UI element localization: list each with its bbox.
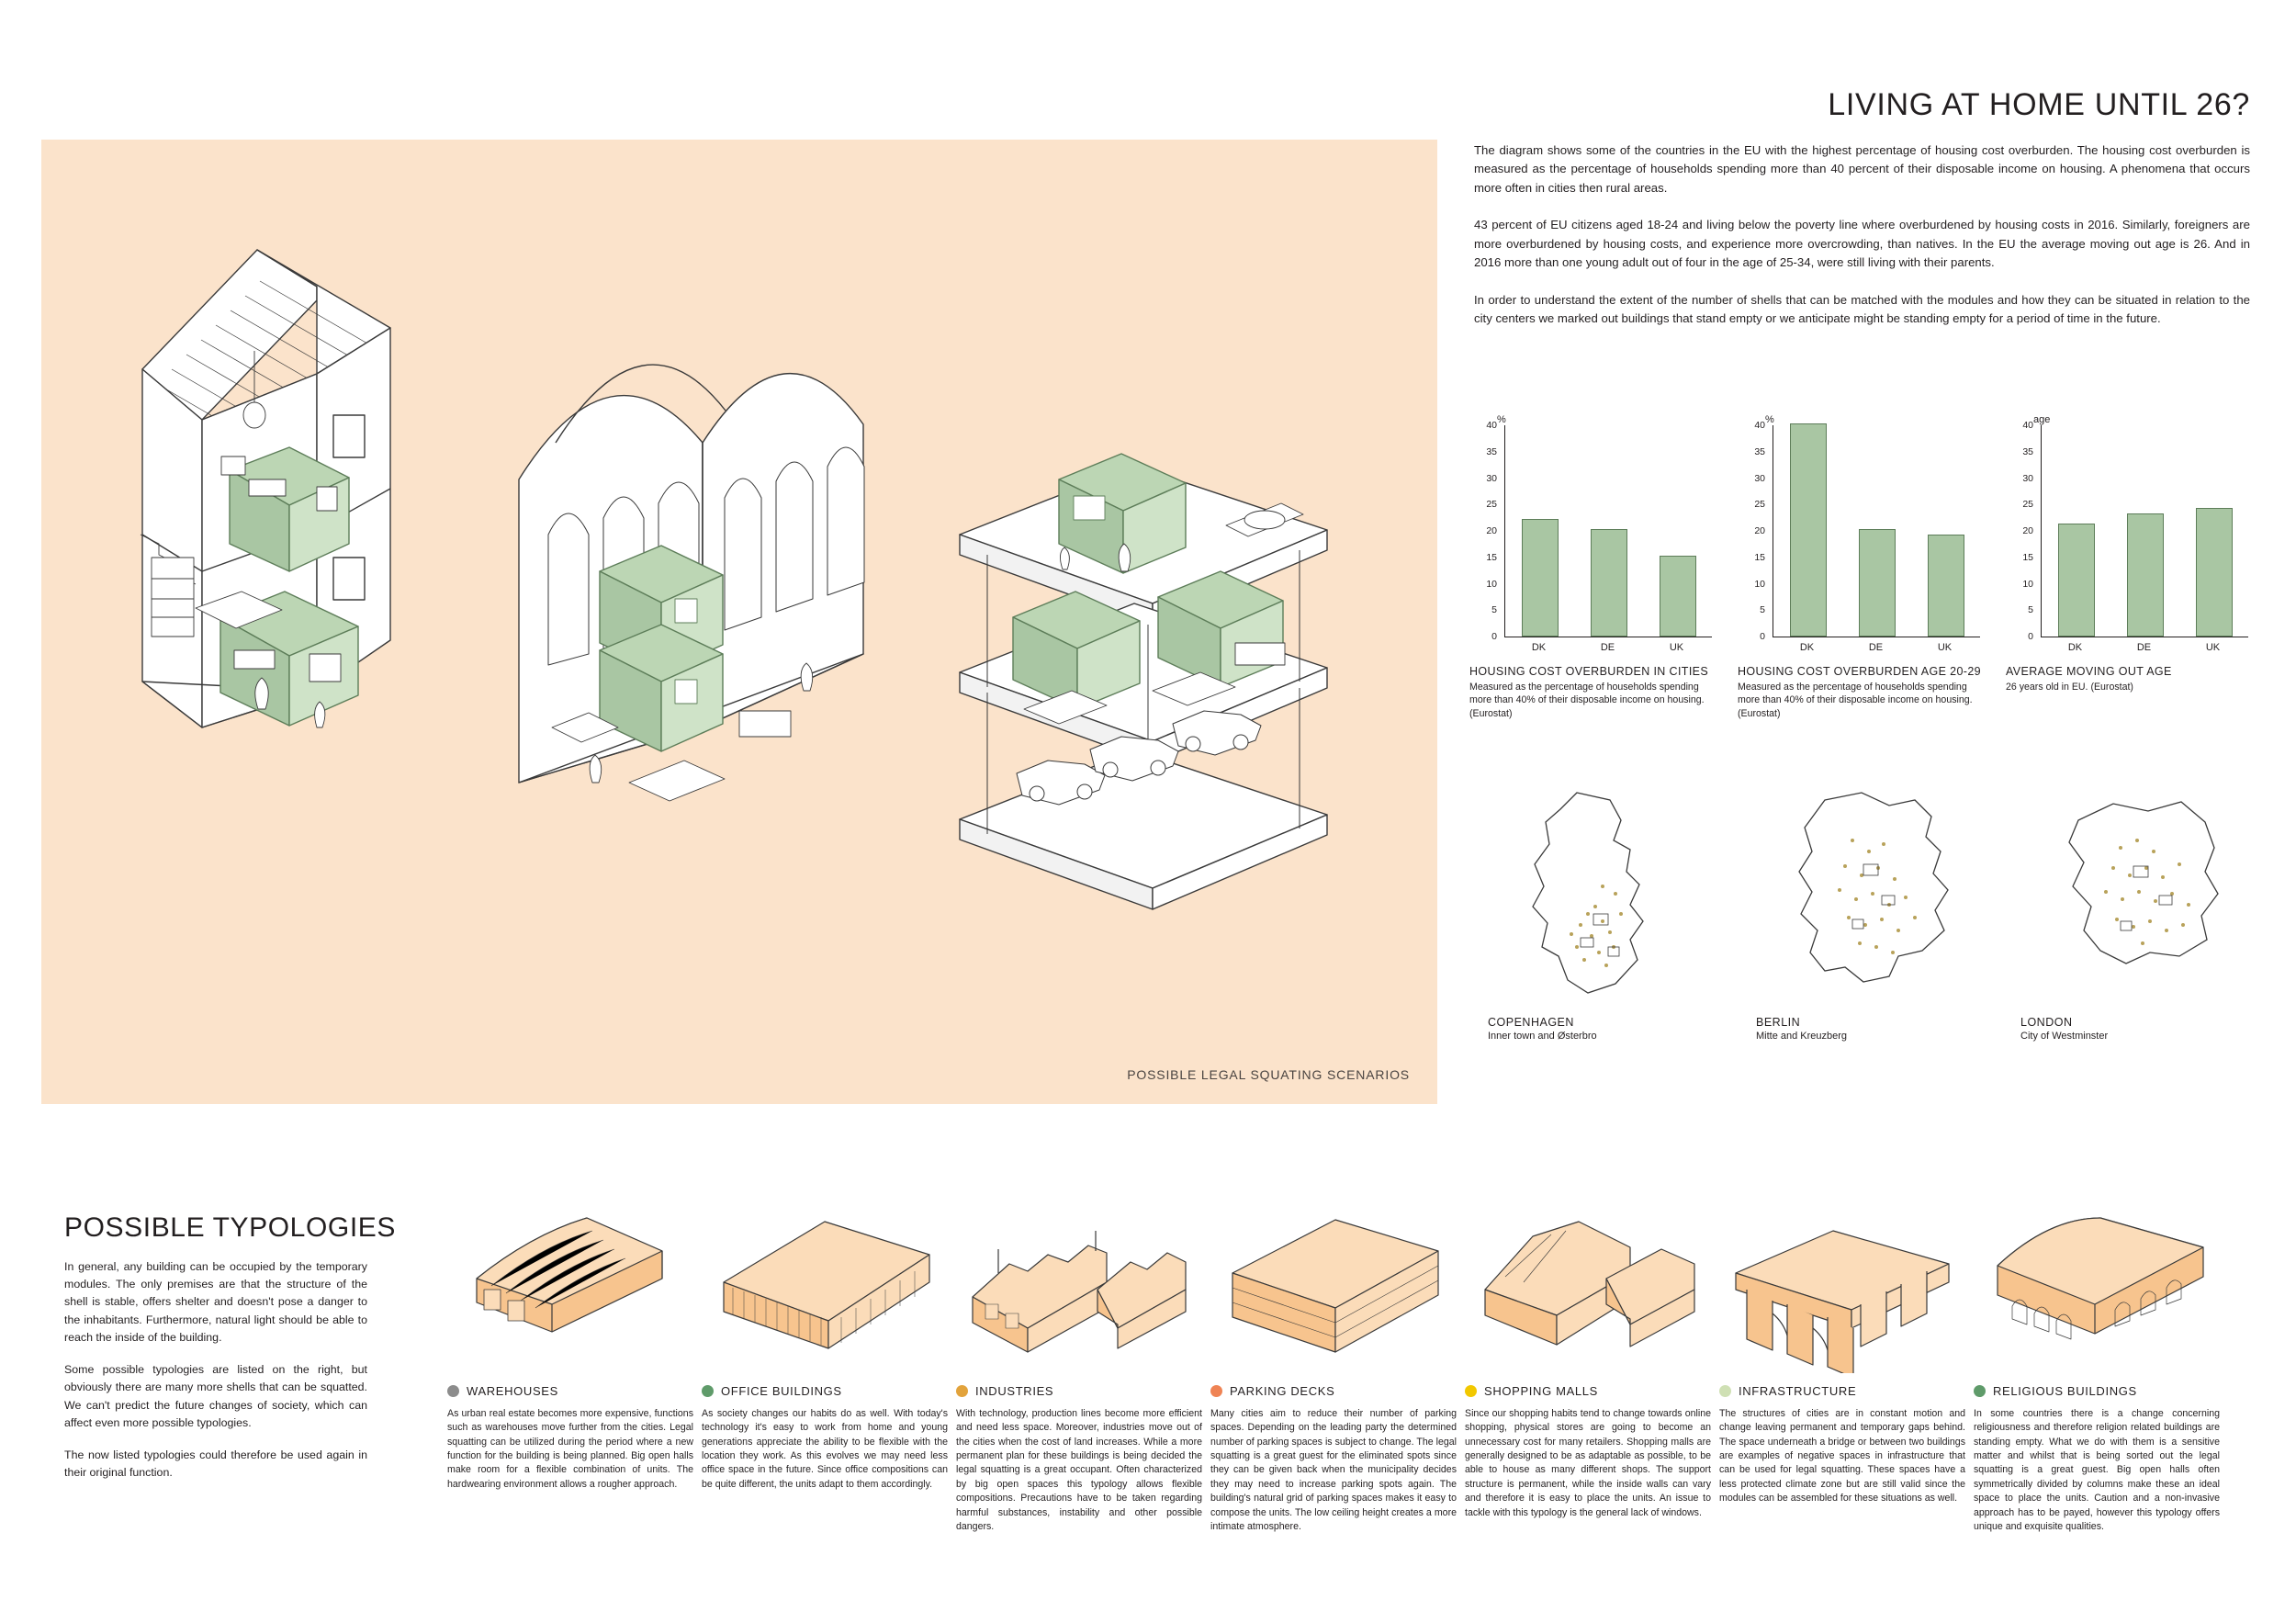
typology-color-dot — [1465, 1385, 1477, 1397]
london-map-outline — [2020, 776, 2268, 1010]
typology-label: INFRASTRUCTURE — [1739, 1384, 1857, 1398]
chart-3-title: AVERAGE MOVING OUT AGE — [2006, 665, 2172, 678]
typology-color-dot — [702, 1385, 714, 1397]
chart-average-moving-out-age — [2006, 414, 2254, 693]
chart-housing-cost-overburden-age — [1738, 414, 1986, 720]
chart-1-unit: % — [1497, 414, 1506, 425]
copenhagen-map-outline — [1488, 776, 1736, 1010]
warehouse-icon — [447, 1194, 693, 1373]
bar-dk — [2058, 524, 2095, 637]
chart-1-title: HOUSING COST OVERBURDEN IN CITIES — [1469, 665, 1709, 678]
shopping-mall-icon — [1465, 1194, 1711, 1373]
typology-description: As society changes our habits do as well. With today's technology it's easy to work from home and young generations appreciate the ability to be flexible with the location they work. As this evolves we may need less office space in the future. Since office compositions can be quite different, the units adapt to them accordingly. — [702, 1408, 948, 1490]
typology-description: With technology, production lines become more efficient and need less space. Moreover, industries move out of the cities when the cost of land increases. While a more permanent plan for these buildings is being decided the legal squatting is a great occupant. Often characterized by big open spaces this typology allows flexible compositions. Precautions have to be taken regarding harmful substances, instability and other possible dangers. — [956, 1408, 1202, 1532]
typology-label: SHOPPING MALLS — [1484, 1384, 1598, 1398]
map-london-sub: City of Westminster — [2020, 1031, 2109, 1042]
industry-icon — [956, 1194, 1202, 1373]
typology-infrastructure — [1719, 1194, 1965, 1506]
typology-description: In some countries there is a change concerning religiousness and therefore religion related buildings are standing empty. What we do with them is a sensitive matter and whilst that is being sorted out the legal squatting is a great guest. Big open halls often symmetrically divided by columns make these an ideal space to place the units. Caution and a non-invasive approach has to be payed, however this typology offers unique and exquisite qualities. — [1974, 1408, 2220, 1532]
map-berlin-name: BERLIN — [1756, 1016, 1801, 1029]
map-copenhagen — [1488, 776, 1736, 1042]
bar-de — [2127, 513, 2164, 637]
typology-industries — [956, 1194, 1202, 1534]
chart-1-subtitle: Measured as the percentage of households spending more than 40% of their disposable income on housing. (Eurostat) — [1469, 682, 1705, 719]
typology-shopping-malls — [1465, 1194, 1711, 1520]
typology-label: WAREHOUSES — [467, 1384, 558, 1398]
map-berlin — [1756, 776, 2004, 1042]
squatting-scenarios-illustration — [41, 140, 1437, 1104]
bar-de — [1859, 529, 1896, 637]
chart-2-y-axis: 40 35 30 25 20 15 10 5 0 — [1754, 420, 1765, 642]
bar-de — [1591, 529, 1627, 637]
chart-2-title: HOUSING COST OVERBURDEN AGE 20-29 — [1738, 665, 1981, 678]
typology-warehouses — [447, 1194, 693, 1492]
typology-color-dot — [1719, 1385, 1731, 1397]
typology-description: The structures of cities are in constant motion and change leaving permanent and temporary gaps behind. The space underneath a bridge or between two buildings are examples of negative spaces in infrastructure that can be used for legal squatting. These spaces have a less protected climate zone but are still valid since the modules can be assembled for these situations as well. — [1719, 1408, 1965, 1505]
religious-building-icon — [1974, 1194, 2220, 1373]
charts-row — [1469, 414, 2259, 730]
chart-1-y-axis: 40 35 30 25 20 15 10 5 0 — [1486, 420, 1497, 642]
church-illustration — [519, 365, 864, 801]
typology-office-buildings — [702, 1194, 948, 1492]
chart-2-unit: % — [1765, 414, 1774, 425]
intro-paragraph-2: 43 percent of EU citizens aged 18-24 and living below the poverty line where overburdened by housing costs in 2016. Similarly, foreigners are more overburdened by housing costs, and experience more overcrowding, than natives. In the EU the average moving out age is 26. And in 2016 more than one young adult out of four in the age of 25-34, were still living with their parents. — [1474, 218, 2250, 270]
typology-description: Many cities aim to reduce their number of parking spaces. Depending on the leading party the determined number of parking spaces is subject to change. The legal squatting is a great guest for the eliminated spots since they can be given back when the municipality decides they may need to increase parking spots again. The building's natural grid of parking spaces makes it easy to compose the units. The low ceiling height creates a more intimate atmosphere. — [1210, 1408, 1457, 1532]
bar-uk — [1928, 535, 1964, 637]
berlin-map-outline — [1756, 776, 2004, 1010]
typology-description: Since our shopping habits tend to change towards online shopping, physical stores are going to become an unnecessary cost for many retailers. Shopping malls are generally designed to be as adaptable as possible, to be able to house as many different shops. The support structure is permanent, while the inside walls can vary and therefore it is easy to place the units. An issue to tackle with this typology is the general lack of windows. — [1465, 1408, 1711, 1518]
typology-color-dot — [1210, 1385, 1222, 1397]
map-copenhagen-sub: Inner town and Østerbro — [1488, 1031, 1597, 1042]
house-illustration — [141, 250, 390, 727]
chart-1-plot — [1504, 425, 1712, 637]
map-london-name: LONDON — [2020, 1016, 2073, 1029]
maps-row — [1469, 776, 2259, 1070]
map-copenhagen-name: COPENHAGEN — [1488, 1016, 1574, 1029]
chart-3-y-axis: 40 35 30 25 20 15 10 5 0 — [2022, 420, 2033, 642]
typology-description: As urban real estate becomes more expensive, functions such as warehouses move further from the cities. Legal squatting can be utilized during the period where a new function for the building is being planned. Big open halls make room for a flexible combination of units. The hardwearing environment allows a rougher approach. — [447, 1408, 693, 1490]
chart-3-subtitle: 26 years old in EU. (Eurostat) — [2006, 682, 2133, 693]
typologies-intro-p2: Some possible typologies are listed on the right, but obviously there are many more shells that can be squatted. We can't predict the future changes of society, which can affect even more possible typologies. — [64, 1363, 367, 1429]
typology-color-dot — [1974, 1385, 1986, 1397]
right-text-column — [1474, 87, 2250, 329]
chart-2-subtitle: Measured as the percentage of households spending more than 40% of their disposable income on housing. (Eurostat) — [1738, 682, 1973, 719]
typology-color-dot — [447, 1385, 459, 1397]
typologies-row — [447, 1194, 2238, 1607]
bar-uk — [2196, 508, 2233, 637]
typology-religious-buildings — [1974, 1194, 2220, 1534]
typology-label: RELIGIOUS BUILDINGS — [1993, 1384, 2137, 1398]
chart-3-unit: age — [2033, 414, 2051, 425]
chart-3-x-axis: DK DE UK — [2067, 642, 2221, 653]
typologies-intro-p3: The now listed typologies could therefore be used again in their original function. — [64, 1448, 367, 1480]
intro-paragraph-1: The diagram shows some of the countries in the EU with the highest percentage of housing cost overburden. The housing cost overburden is measured as the percentage of households spending more than 40 percent of their disposable income on housing. A phenomena that occurs more often in cities then rural areas. — [1474, 143, 2250, 195]
map-berlin-sub: Mitte and Kreuzberg — [1756, 1031, 1848, 1042]
bar-dk — [1790, 423, 1827, 637]
chart-1-x-axis: DK DE UK — [1531, 642, 1684, 653]
bar-dk — [1522, 519, 1559, 637]
typologies-intro-p1: In general, any building can be occupied by the temporary modules. The only premises are that the structure of the shell is stable, offers shelter and doesn't pose a danger to the inhabitants. Furthermore, natural light should be able to reach the inside of the building. — [64, 1260, 367, 1344]
map-london — [2020, 776, 2268, 1042]
typology-parking-decks — [1210, 1194, 1457, 1534]
typology-label: INDUSTRIES — [975, 1384, 1054, 1398]
chart-2-x-axis: DK DE UK — [1799, 642, 1953, 653]
typology-label: PARKING DECKS — [1230, 1384, 1335, 1398]
bar-uk — [1660, 556, 1696, 637]
office-building-icon — [702, 1194, 948, 1373]
infrastructure-bridge-icon — [1719, 1194, 1965, 1373]
page-title: LIVING AT HOME UNTIL 26? — [1828, 87, 2250, 122]
chart-3-plot — [2041, 425, 2248, 637]
chart-2-plot — [1773, 425, 1980, 637]
chart-housing-cost-overburden-cities — [1469, 414, 1717, 720]
typologies-title: POSSIBLE TYPOLOGIES — [64, 1212, 396, 1243]
illustration-panel — [41, 140, 1437, 1104]
typology-label: OFFICE BUILDINGS — [721, 1384, 842, 1398]
illustration-caption: POSSIBLE LEGAL SQUATING SCENARIOS — [1127, 1067, 1410, 1082]
parking-deck-icon — [1210, 1194, 1457, 1373]
typology-color-dot — [956, 1385, 968, 1397]
typologies-intro — [64, 1258, 367, 1496]
intro-paragraph-3: In order to understand the extent of the number of shells that can be matched with the modules and how they can be situated in relation to the city centers we marked out buildings that stand empty or we anticipate might be standing empty for a period of time in the future. — [1474, 292, 2250, 326]
parking-deck-illustration — [960, 454, 1327, 909]
